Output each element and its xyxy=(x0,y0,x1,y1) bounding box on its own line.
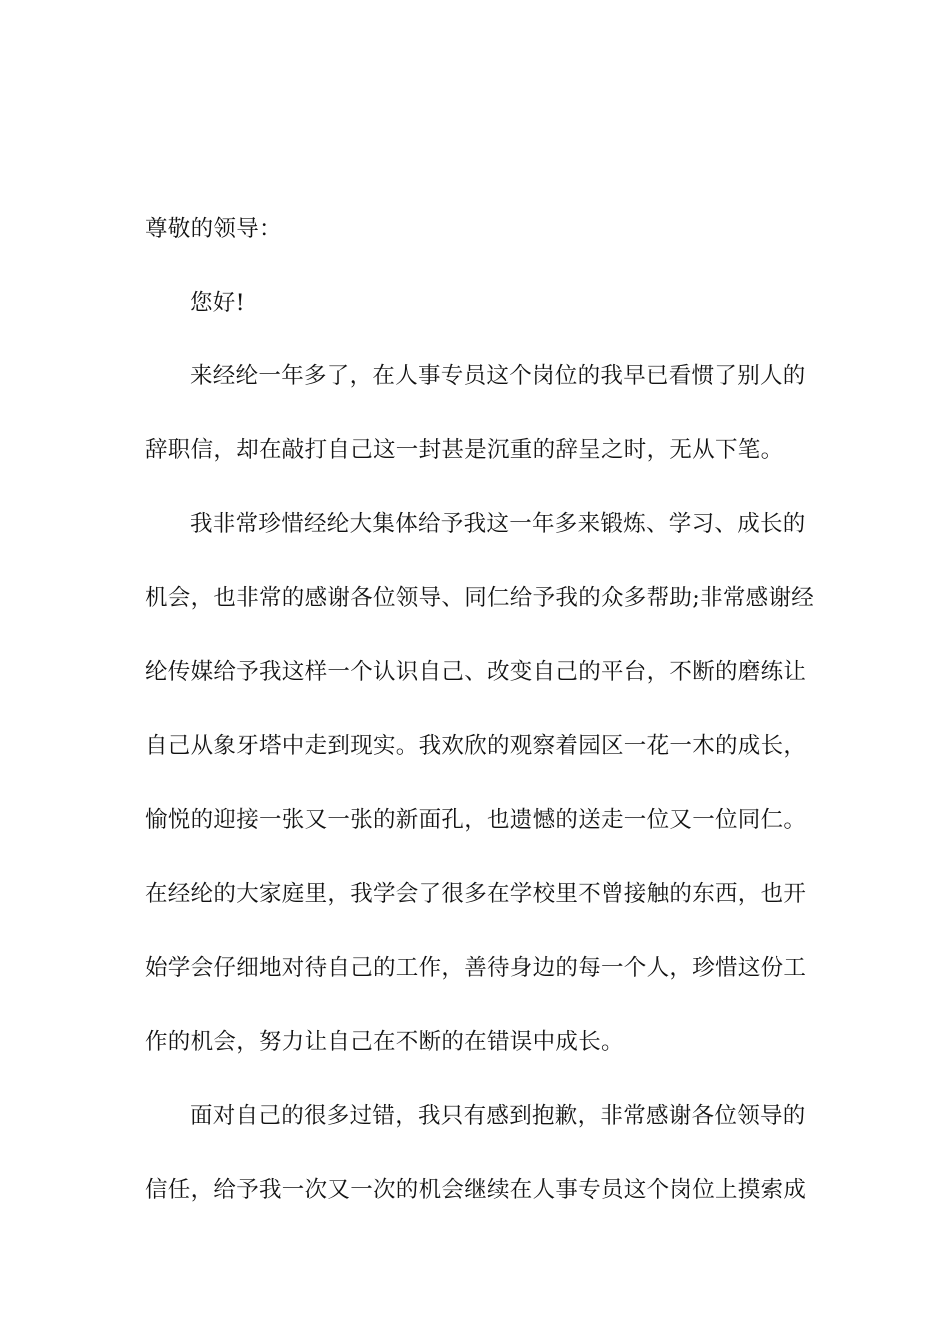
paragraph-2-line-7: 始学会仔细地对待自己的工作，善待身边的每一个人，珍惜这份工 xyxy=(145,955,807,981)
paragraph-2-line-1: 我非常珍惜经纶大集体给予我这一年多来锻炼、学习、成长的 xyxy=(190,511,806,537)
paragraph-2-line-5: 愉悦的迎接一张又一张的新面孔，也遗憾的送走一位又一位同仁。 xyxy=(145,807,807,833)
paragraph-2-line-2: 机会，也非常的感谢各位领导、同仁给予我的众多帮助;非常感谢经 xyxy=(145,585,815,611)
paragraph-3-line-2: 信任，给予我一次又一次的机会继续在人事专员这个岗位上摸索成 xyxy=(145,1177,807,1203)
paragraph-2-line-6: 在经纶的大家庭里，我学会了很多在学校里不曾接触的东西，也开 xyxy=(145,881,807,907)
paragraph-1-line-1: 来经纶一年多了，在人事专员这个岗位的我早已看惯了别人的 xyxy=(190,363,806,389)
paragraph-2-line-8: 作的机会，努力让自己在不断的在错误中成长。 xyxy=(145,1029,624,1055)
paragraph-3-line-1: 面对自己的很多过错，我只有感到抱歉，非常感谢各位领导的 xyxy=(190,1103,806,1129)
salutation: 尊敬的领导： xyxy=(145,216,282,242)
paragraph-1-line-2: 辞职信，却在敲打自己这一封甚是沉重的辞呈之时，无从下笔。 xyxy=(145,437,784,463)
paragraph-2-line-3: 纶传媒给予我这样一个认识自己、改变自己的平台，不断的磨练让 xyxy=(145,659,807,685)
greeting: 您好! xyxy=(190,290,245,316)
paragraph-2-line-4: 自己从象牙塔中走到现实。我欢欣的观察着园区一花一木的成长， xyxy=(145,733,807,759)
